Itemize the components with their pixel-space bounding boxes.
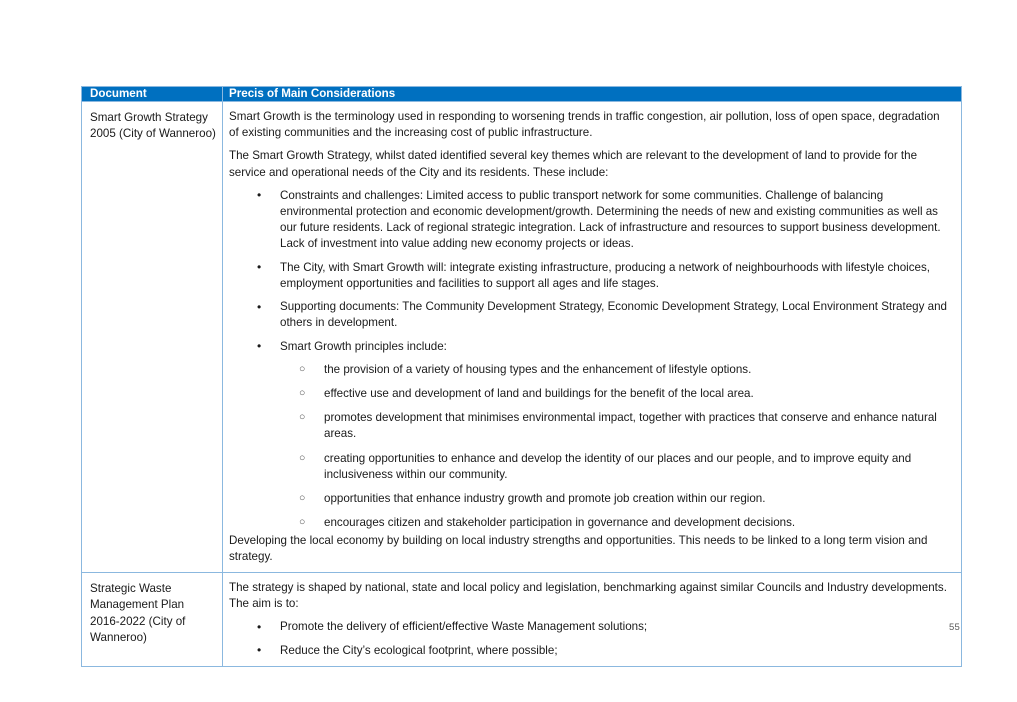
list-item: [229, 643, 951, 659]
list-item: [229, 339, 951, 532]
table-row: [82, 101, 962, 572]
sub-list-item: [280, 362, 951, 378]
circle-bullet-icon: ○: [299, 411, 306, 424]
column-header-document: Document: [82, 87, 223, 102]
list-item-text: Promote the delivery of efficient/effective Waste Management solutions;: [280, 620, 648, 634]
bullet-icon: •: [257, 299, 262, 314]
list-item: [229, 299, 951, 331]
paragraph: The Smart Growth Strategy, whilst dated identified several key themes which are relevant to the development of land to provide for the service and operational needs of the City and its residents. These include:: [229, 149, 918, 179]
sub-list-item: [280, 410, 951, 442]
cell-document-name: Smart Growth Strategy 2005 (City of Wanneroo): [82, 101, 223, 572]
list-item-text: Supporting documents: The Community Development Strategy, Economic Development Strategy, Local Environment Strategy and others in development.: [280, 300, 947, 330]
sub-list-item-text: creating opportunities to enhance and develop the identity of our places and our people, and to improve equity and inclusiveness within our community.: [324, 451, 912, 481]
paragraph: Developing the local economy by building on local industry strengths and opportunities. This needs to be linked to a long term vision and strategy.: [229, 533, 928, 563]
sub-list-item-text: effective use and development of land and buildings for the benefit of the local area.: [324, 386, 754, 400]
cell-document-name: Strategic Waste Management Plan 2016-2022 (City of Wanneroo): [82, 572, 223, 666]
circle-bullet-icon: ○: [299, 451, 306, 464]
table-row: [82, 572, 962, 666]
cell-precis: [223, 572, 962, 666]
sub-list-item-text: promotes development that minimises environmental impact, together with practices that conserve and enhance natural areas.: [324, 411, 937, 441]
table-body: [82, 101, 962, 666]
bullet-list: [229, 619, 951, 658]
list-item: [229, 188, 951, 253]
list-item-text: Smart Growth principles include:: [280, 339, 447, 353]
bullet-icon: •: [257, 339, 262, 354]
cell-precis: [223, 101, 962, 572]
circle-bullet-icon: ○: [299, 386, 306, 399]
table-header-row: [82, 87, 962, 102]
sub-bullet-list: [280, 362, 951, 532]
sub-list-item-text: encourages citizen and stakeholder participation in governance and development decisions.: [324, 516, 796, 530]
sub-list-item-text: opportunities that enhance industry growth and promote job creation within our region.: [324, 492, 766, 506]
list-item-text: Reduce the City’s ecological footprint, where possible;: [280, 643, 558, 657]
list-item-text: The City, with Smart Growth will: integrate existing infrastructure, producing a network of neighbourhoods with lifestyle choices, employment opportunities and facilities to support all ages and life stages.: [280, 260, 930, 290]
list-item-text: Constraints and challenges: Limited access to public transport network for some communities. Challenge of balancing environmental protection and economic development/growth. Determining the needs of new and existing communities as well as our future residents. Lack of regional strategic integration. Lack of infrastructure and resources to support business development. Lack of investment into value adding new economy projects or ideas.: [280, 188, 941, 251]
circle-bullet-icon: ○: [299, 492, 306, 505]
bullet-icon: •: [257, 643, 262, 658]
column-header-precis: Precis of Main Considerations: [223, 87, 962, 102]
circle-bullet-icon: ○: [299, 516, 306, 529]
sub-list-item: [280, 515, 951, 531]
paragraph: Smart Growth is the terminology used in responding to worsening trends in traffic congestion, air pollution, loss of open space, degradation of existing communities and the increasing cost of public infrastructure.: [229, 109, 940, 140]
page-number: 55: [949, 622, 960, 633]
bullet-icon: •: [257, 188, 262, 203]
considerations-table: [81, 86, 962, 667]
paragraph: The strategy is shaped by national, state and local policy and legislation, benchmarking against similar Councils and Industry developments. The aim is to:: [229, 580, 947, 611]
bullet-list: [229, 188, 951, 532]
circle-bullet-icon: ○: [299, 362, 306, 375]
list-item: [229, 619, 951, 635]
sub-list-item: [280, 386, 951, 402]
sub-list-item: [280, 491, 951, 507]
table-header: [82, 87, 962, 102]
sub-list-item-text: the provision of a variety of housing types and the enhancement of lifestyle options.: [324, 362, 752, 376]
sub-list-item: [280, 451, 951, 483]
bullet-icon: •: [257, 619, 262, 634]
list-item: [229, 260, 951, 292]
bullet-icon: •: [257, 260, 262, 275]
